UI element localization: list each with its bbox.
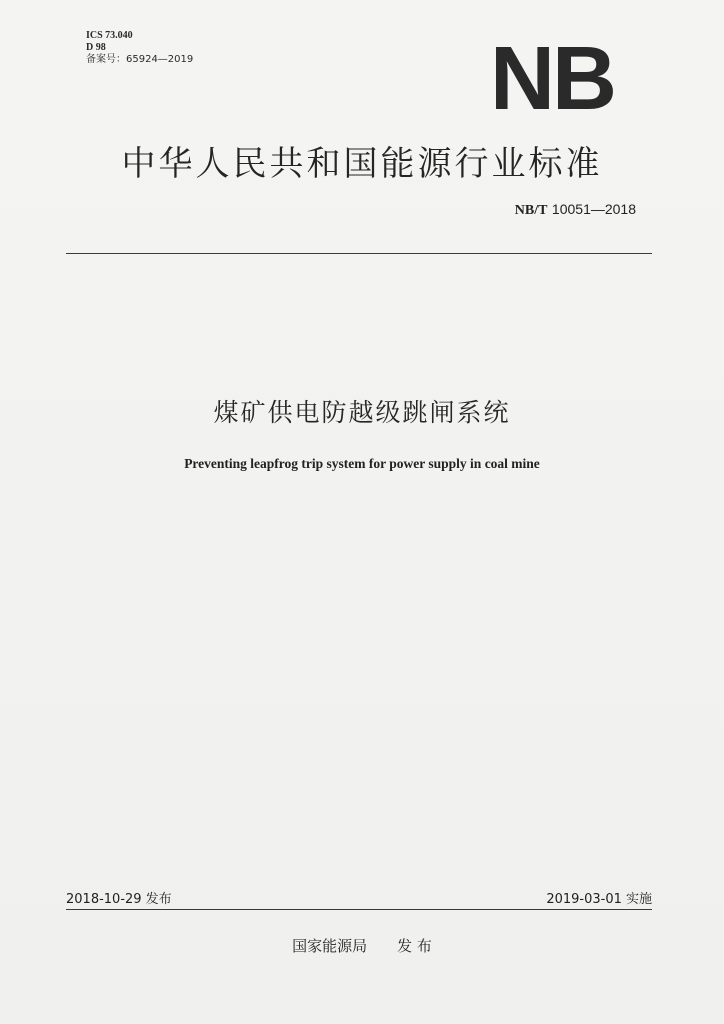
standard-code: 10051—2018 (551, 201, 636, 217)
document-title-english: Preventing leapfrog trip system for power supply in coal mine (184, 456, 540, 471)
standard-number (515, 201, 636, 219)
ics-code: ICS 73.040 (86, 30, 133, 41)
publisher-action: 发 布 (397, 937, 432, 955)
header-divider (66, 253, 652, 254)
standard-category-title: 中华人民共和国能源行业标准 (121, 144, 603, 184)
implement-date: 2019-03-01 实施 (546, 892, 652, 907)
publisher-name: 国家能源局 (292, 937, 368, 955)
classification-block (86, 30, 193, 66)
publish-date: 2018-10-29 发布 (66, 892, 172, 907)
footer-divider (66, 909, 652, 910)
classification-code: D 98 (86, 42, 106, 53)
standard-prefix: NB/T (514, 203, 548, 218)
record-number: 备案号：65924—2019 (86, 54, 194, 65)
nb-logo: NB (490, 29, 614, 129)
document-title-chinese: 煤矿供电防越级跳闸系统 (213, 398, 511, 427)
publisher-line (0, 935, 724, 956)
